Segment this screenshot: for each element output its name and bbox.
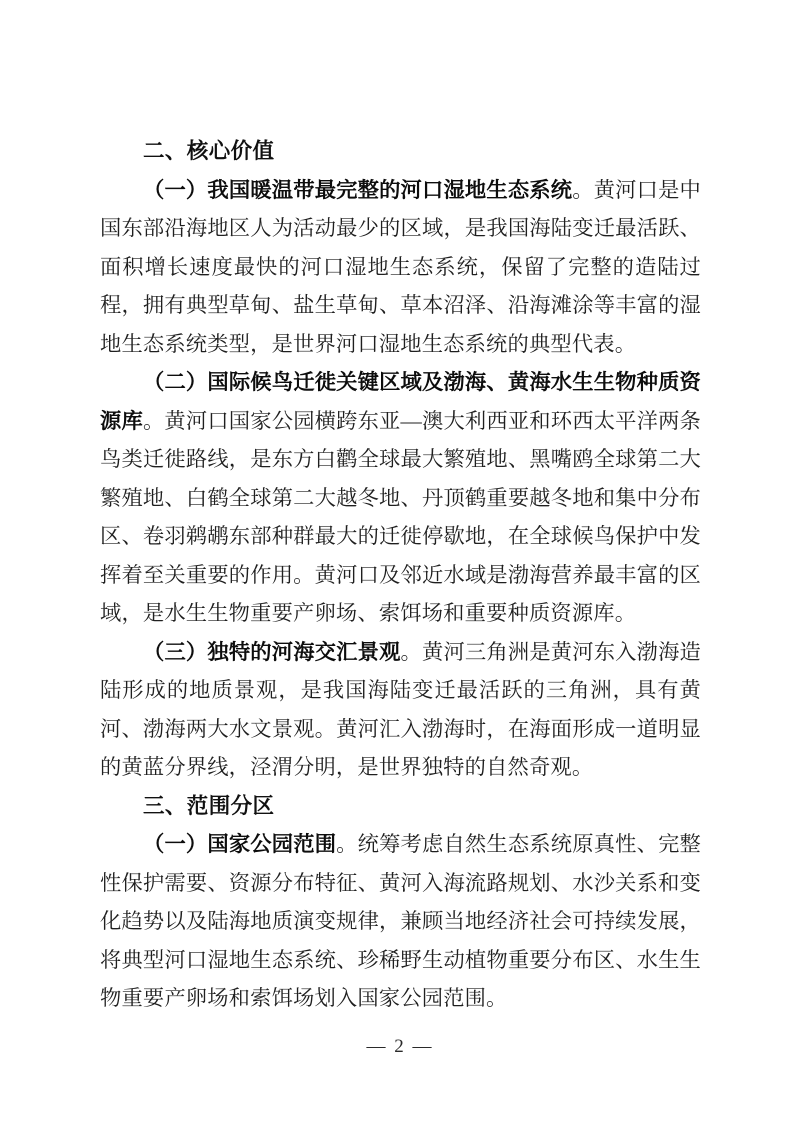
document-body (100, 132, 701, 1018)
paragraph-lead-in: （一）我国暖温带最完整的河口湿地生态系统 (143, 177, 573, 202)
paragraph-body-text: 。黄河口国家公园横跨东亚—澳大利西亚和环西太平洋两条鸟类迁徙路线，是东方白鹳全球最大繁殖地、黑嘴鸥全球第二大繁殖地、白鹤全球第二大越冬地、丹顶鹤重要越冬地和集中分布区、卷羽鹈鹕东部种群最大的迁徙停歇地，在全球候鸟保护中发挥着至关重要的作用。黄河口及邻近水域是渤海营养最丰富的区域，是水生生物重要产卵场、索饵场和重要种质资源库。 (100, 408, 701, 625)
paragraph-lead-in: （三）独特的河海交汇景观 (143, 639, 401, 664)
paragraph-body-text: 。黄河三角洲是黄河东入渤海造陆形成的地质景观，是我国海陆变迁最活跃的三角洲，具有黄河、渤海两大水文景观。黄河汇入渤海时，在海面形成一道明显的黄蓝分界线，泾渭分明，是世界独特的自然奇观。 (100, 639, 701, 779)
paragraph-lead-in: （二）国际候鸟迁徙关键区域及渤海、黄海水生生物种质资源库 (100, 370, 701, 433)
section-heading-core-value: 二、核心价值 (143, 139, 275, 163)
paragraph-migratory-bird-corridor (100, 363, 701, 633)
page-number-footer: — 2 — (366, 1036, 434, 1057)
paragraph-body-text: 。黄河口是中国东部沿海地区人为活动最少的区域，是我国海陆变迁最活跃、面积增长速度最快的河口湿地生态系统，保留了完整的造陆过程，拥有典型草甸、盐生草甸、草本沼泽、沿海滩涂等丰富的湿地生态系统类型，是世界河口湿地生态系统的典型代表。 (100, 177, 701, 356)
paragraph-national-park-scope (100, 825, 701, 1018)
paragraph-lead-in: （一）国家公园范围 (143, 832, 337, 856)
paragraph-river-sea-confluence (100, 633, 701, 787)
paragraph-estuary-wetland-ecosystem (100, 171, 701, 364)
paragraph-body-text: 。统筹考虑自然生态系统原真性、完整性保护需要、资源分布特征、黄河入海流路规划、水沙关系和变化趋势以及陆海地质演变规律，兼顾当地经济社会可持续发展，将典型河口湿地生态系统、珍稀野生动植物重要分布区、水生生物重要产卵场和索饵场划入国家公园范围。 (100, 832, 701, 1010)
section-heading-scope-zoning: 三、范围分区 (143, 793, 275, 818)
